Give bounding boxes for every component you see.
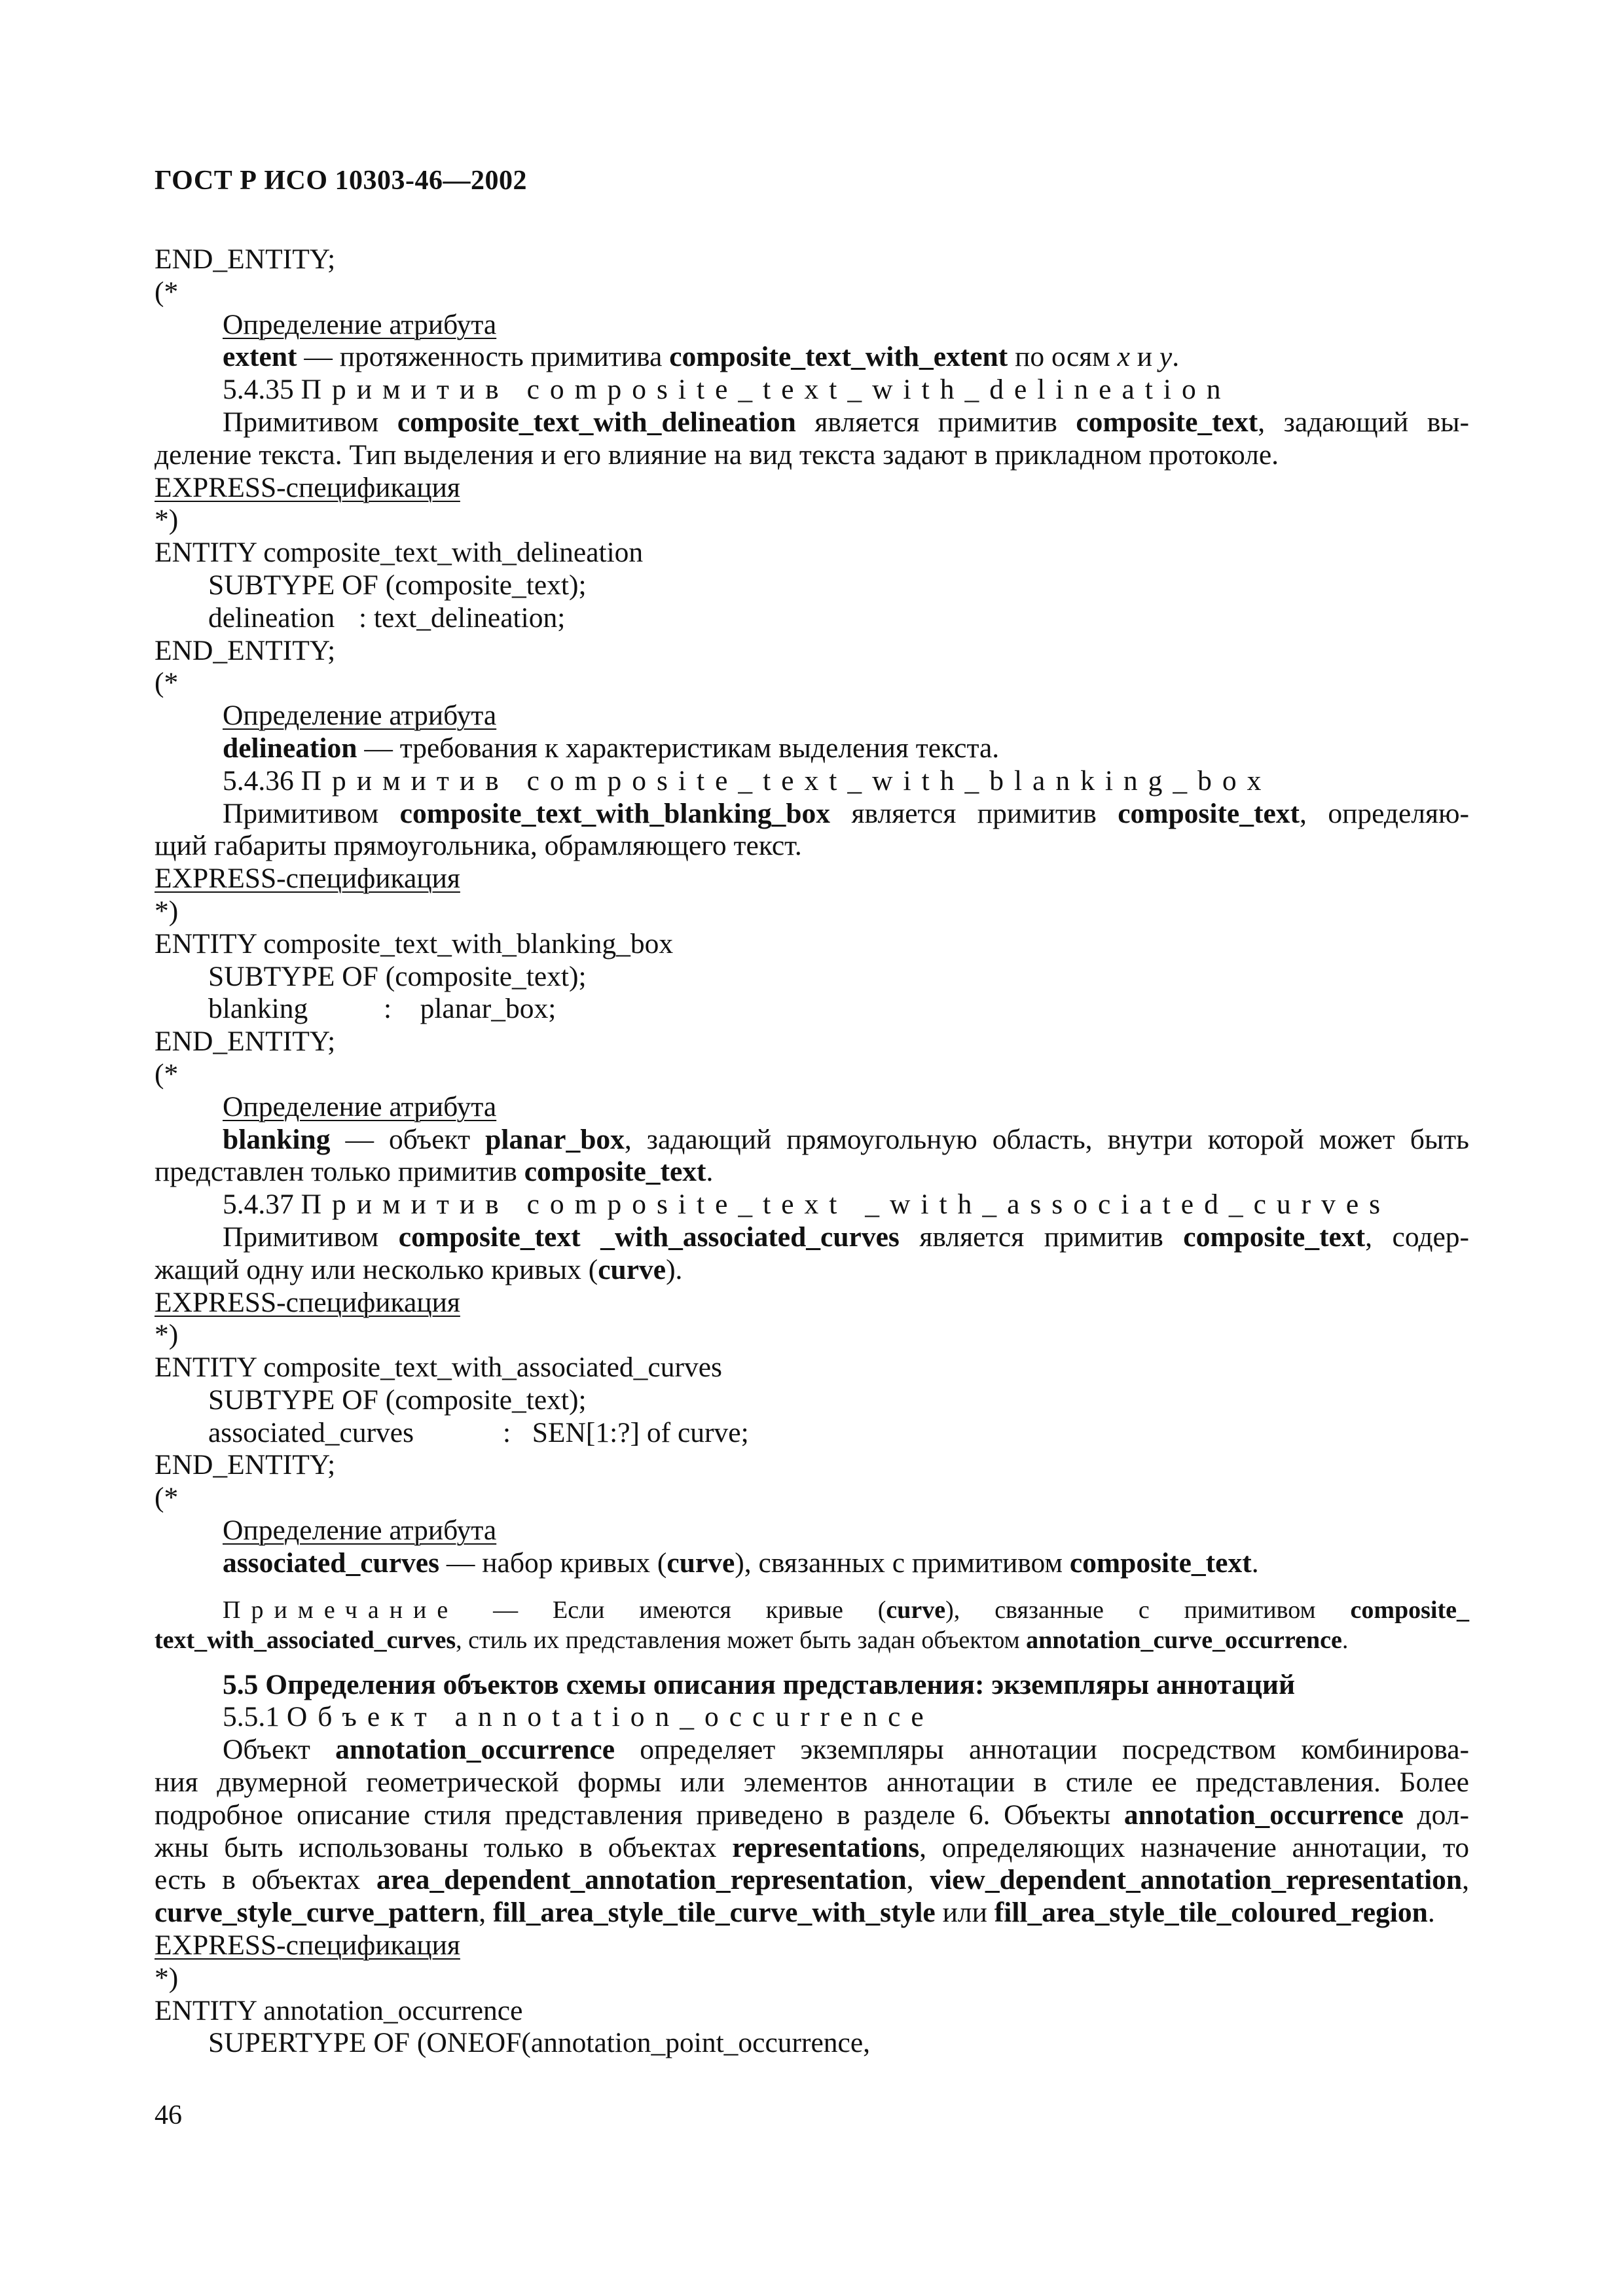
text: дол- xyxy=(1403,1799,1469,1831)
section-heading-5-4-37 xyxy=(155,1189,1469,1221)
term: delineation xyxy=(223,732,357,764)
attribute-definition-label: Определение атрибута xyxy=(223,1090,497,1122)
code-line: *) xyxy=(155,1962,179,1994)
text: Примитивом xyxy=(223,1221,399,1253)
attribute-definition-heading xyxy=(155,1515,1469,1547)
attribute-definition-heading xyxy=(155,1091,1469,1124)
express-label: EXPRESS-спецификация xyxy=(155,1929,460,1962)
code-line xyxy=(155,602,1469,635)
note-block xyxy=(155,1594,1469,1655)
text: или xyxy=(935,1897,994,1929)
section-title: Примитив composite_text _with_associated_curves xyxy=(301,1189,1391,1221)
term: representations xyxy=(732,1831,920,1863)
paragraph-line xyxy=(155,1734,1469,1767)
note-line xyxy=(155,1594,1469,1624)
term: text_with_associated_curves xyxy=(155,1626,456,1654)
text: Примитивом xyxy=(223,406,397,438)
section-title: Объект annotation_occurrence xyxy=(286,1701,934,1733)
text: является примитив xyxy=(830,797,1118,829)
paragraph-line: деление текста. Тип выделения и его влияние на вид текста задают в прикладном протоколе. xyxy=(155,439,1279,471)
spacer xyxy=(155,1580,1469,1594)
text: — требования к характеристикам выделения текста. xyxy=(357,732,1000,764)
attribute-type: : SEN[1:?] of curve; xyxy=(503,1416,749,1448)
attribute-name: blanking xyxy=(208,993,308,1025)
term: composite_text_with_delineation xyxy=(397,406,796,438)
paragraph-line xyxy=(155,798,1469,831)
express-label: EXPRESS-спецификация xyxy=(155,471,460,503)
attribute-definition-label: Определение атрибута xyxy=(223,308,497,340)
text: определяет экземпляры аннотации посредством комбинирова- xyxy=(615,1734,1469,1766)
note-line xyxy=(155,1624,1469,1655)
code-line: END_ENTITY; xyxy=(155,1449,336,1481)
paragraph-line: ния двумерной геометрической формы или элементов аннотации в стиле ее представления. Более xyxy=(155,1767,1469,1799)
code-line: *) xyxy=(155,895,179,927)
express-heading xyxy=(155,863,1469,895)
text: , содер- xyxy=(1365,1221,1470,1253)
term: composite_text xyxy=(1069,1547,1252,1579)
paragraph-line xyxy=(155,1221,1469,1254)
page-body xyxy=(155,243,1469,2060)
attribute-name: delineation xyxy=(208,601,335,634)
text: — объект xyxy=(330,1123,486,1155)
term: area_dependent_annotation_representation xyxy=(376,1864,907,1896)
term: composite_text_with_blanking_box xyxy=(399,797,831,829)
spacer xyxy=(155,1655,1469,1669)
attribute-type: : text_delineation; xyxy=(359,601,566,634)
code-line: END_ENTITY; xyxy=(155,243,336,275)
term: annotation_occurrence xyxy=(1123,1799,1404,1831)
text: есть в объектах xyxy=(155,1864,377,1896)
term: curve xyxy=(666,1547,735,1579)
express-heading xyxy=(155,472,1469,505)
paragraph-line xyxy=(155,1547,1469,1580)
text: представлен только примитив xyxy=(155,1156,524,1188)
text: является примитив xyxy=(899,1221,1184,1253)
code-line: *) xyxy=(155,1319,179,1351)
paragraph-line xyxy=(155,341,1469,374)
code-line: SUPERTYPE OF (ONEOF(annotation_point_occurrence, xyxy=(208,2027,871,2059)
text: является примитив xyxy=(795,406,1076,438)
term: fill_area_style_tile_curve_with_style xyxy=(493,1897,936,1929)
section-number: 5.4.35 xyxy=(223,374,301,406)
text: по осям xyxy=(1008,341,1118,373)
paragraph-line xyxy=(155,732,1469,765)
code-line: ENTITY composite_text_with_delineation xyxy=(155,537,644,569)
text: — Если имеются кривые ( xyxy=(458,1596,886,1624)
paragraph-line xyxy=(155,1156,1469,1189)
term: composite_text xyxy=(1118,797,1300,829)
term: composite_text xyxy=(1076,406,1258,438)
text: , задающий вы- xyxy=(1258,406,1469,438)
express-heading xyxy=(155,1929,1469,1962)
text: ), связанные с примитивом xyxy=(945,1596,1351,1624)
term: associated_curves xyxy=(223,1547,440,1579)
text: — набор кривых ( xyxy=(439,1547,667,1579)
express-label: EXPRESS-спецификация xyxy=(155,1286,460,1318)
term: fill_area_style_tile_coloured_region xyxy=(994,1897,1428,1929)
term: curve xyxy=(598,1253,666,1285)
section-heading-5-5-1 xyxy=(155,1701,1469,1734)
text: . xyxy=(1251,1547,1259,1579)
term: curve_style_curve_pattern xyxy=(155,1897,479,1929)
attribute-definition-label: Определение атрибута xyxy=(223,1515,497,1547)
section-heading-5-4-35 xyxy=(155,374,1469,406)
text: Объект xyxy=(223,1734,336,1766)
attribute-name: associated_curves xyxy=(208,1416,414,1448)
text: жны быть использованы только в объектах xyxy=(155,1831,733,1863)
text: , стиль их представления может быть задан объектом xyxy=(456,1626,1027,1654)
express-heading xyxy=(155,1287,1469,1319)
code-line: (* xyxy=(155,667,179,699)
code-line: ENTITY annotation_occurrence xyxy=(155,1994,523,2026)
text: , определяю- xyxy=(1300,797,1469,829)
term: composite_text_with_extent xyxy=(669,341,1008,373)
code-line: END_ENTITY; xyxy=(155,1026,336,1058)
text: . xyxy=(1341,1626,1349,1654)
text: , xyxy=(1462,1864,1469,1896)
section-number: 5.4.36 xyxy=(223,764,301,797)
paragraph-line xyxy=(155,1832,1469,1865)
text: , определяющих назначение аннотации, то xyxy=(919,1831,1469,1863)
term: annotation_curve_occurrence xyxy=(1026,1626,1342,1654)
attribute-type: : planar_box; xyxy=(384,993,556,1025)
variable: y xyxy=(1159,341,1173,373)
text: Примитивом xyxy=(223,797,400,829)
paragraph-line xyxy=(155,1864,1469,1897)
text: ). xyxy=(666,1253,683,1285)
code-line: *) xyxy=(155,504,179,536)
section-title: Примитив composite_text_with_delineation xyxy=(301,374,1231,406)
term: composite_text _with_associated_curves xyxy=(398,1221,900,1253)
code-line: (* xyxy=(155,1058,179,1090)
text: . xyxy=(1427,1897,1435,1929)
note-label: Примечание xyxy=(223,1596,459,1624)
text: , xyxy=(906,1864,930,1896)
term: curve xyxy=(886,1596,946,1624)
code-line: ENTITY composite_text_with_associated_curves xyxy=(155,1352,722,1384)
attribute-definition-heading xyxy=(155,700,1469,732)
text: . xyxy=(1172,341,1180,373)
section-number: 5.4.37 xyxy=(223,1189,301,1221)
section-heading-5-4-36 xyxy=(155,765,1469,798)
paragraph-line xyxy=(155,1254,1469,1287)
paragraph-line xyxy=(155,1897,1469,1929)
code-line: SUBTYPE OF (composite_text); xyxy=(208,1384,587,1416)
section-heading-5-5: 5.5 Определения объектов схемы описания представления: экземпляры аннотаций xyxy=(223,1668,1296,1700)
text: . xyxy=(706,1156,714,1188)
term: annotation_occurrence xyxy=(335,1734,615,1766)
term: planar_box xyxy=(485,1123,625,1155)
paragraph-line xyxy=(155,406,1469,439)
term: composite_ xyxy=(1350,1596,1469,1624)
text: , xyxy=(479,1897,494,1929)
text: подробное описание стиля представления приведено в разделе 6. Объекты xyxy=(155,1799,1124,1831)
code-line xyxy=(155,993,1469,1026)
code-line xyxy=(155,1417,1469,1450)
attribute-definition-heading xyxy=(155,309,1469,342)
section-number: 5.5.1 xyxy=(223,1701,287,1733)
term: composite_text xyxy=(1183,1221,1366,1253)
section-title: Примитив composite_text_with_blanking_box xyxy=(301,764,1272,797)
code-line: (* xyxy=(155,276,179,308)
text: — протяженность примитива xyxy=(297,341,670,373)
code-line: SUBTYPE OF (composite_text); xyxy=(208,569,587,601)
text: ), связанных с примитивом xyxy=(735,1547,1070,1579)
term: extent xyxy=(223,341,297,373)
express-label: EXPRESS-спецификация xyxy=(155,863,460,895)
page-number: 46 xyxy=(155,2100,182,2130)
attribute-definition-label: Определение атрибута xyxy=(223,700,497,732)
text: и xyxy=(1129,341,1159,373)
code-line: SUBTYPE OF (composite_text); xyxy=(208,960,587,992)
page-header: ГОСТ Р ИСО 10303-46—2002 xyxy=(155,166,528,196)
variable: x xyxy=(1117,341,1130,373)
paragraph-line: щий габариты прямоугольника, обрамляющего текст. xyxy=(155,830,802,862)
code-line: END_ENTITY; xyxy=(155,634,336,666)
term: composite_text xyxy=(524,1156,706,1188)
term: view_dependent_annotation_representation xyxy=(930,1864,1463,1896)
paragraph-line xyxy=(155,1799,1469,1832)
text: жащий одну или несколько кривых ( xyxy=(155,1253,598,1285)
text: , задающий прямоугольную область, внутри которой может быть xyxy=(624,1123,1470,1155)
term: blanking xyxy=(223,1123,331,1155)
code-line: ENTITY composite_text_with_blanking_box xyxy=(155,927,674,960)
paragraph-line xyxy=(155,1124,1469,1157)
code-line: (* xyxy=(155,1482,179,1514)
